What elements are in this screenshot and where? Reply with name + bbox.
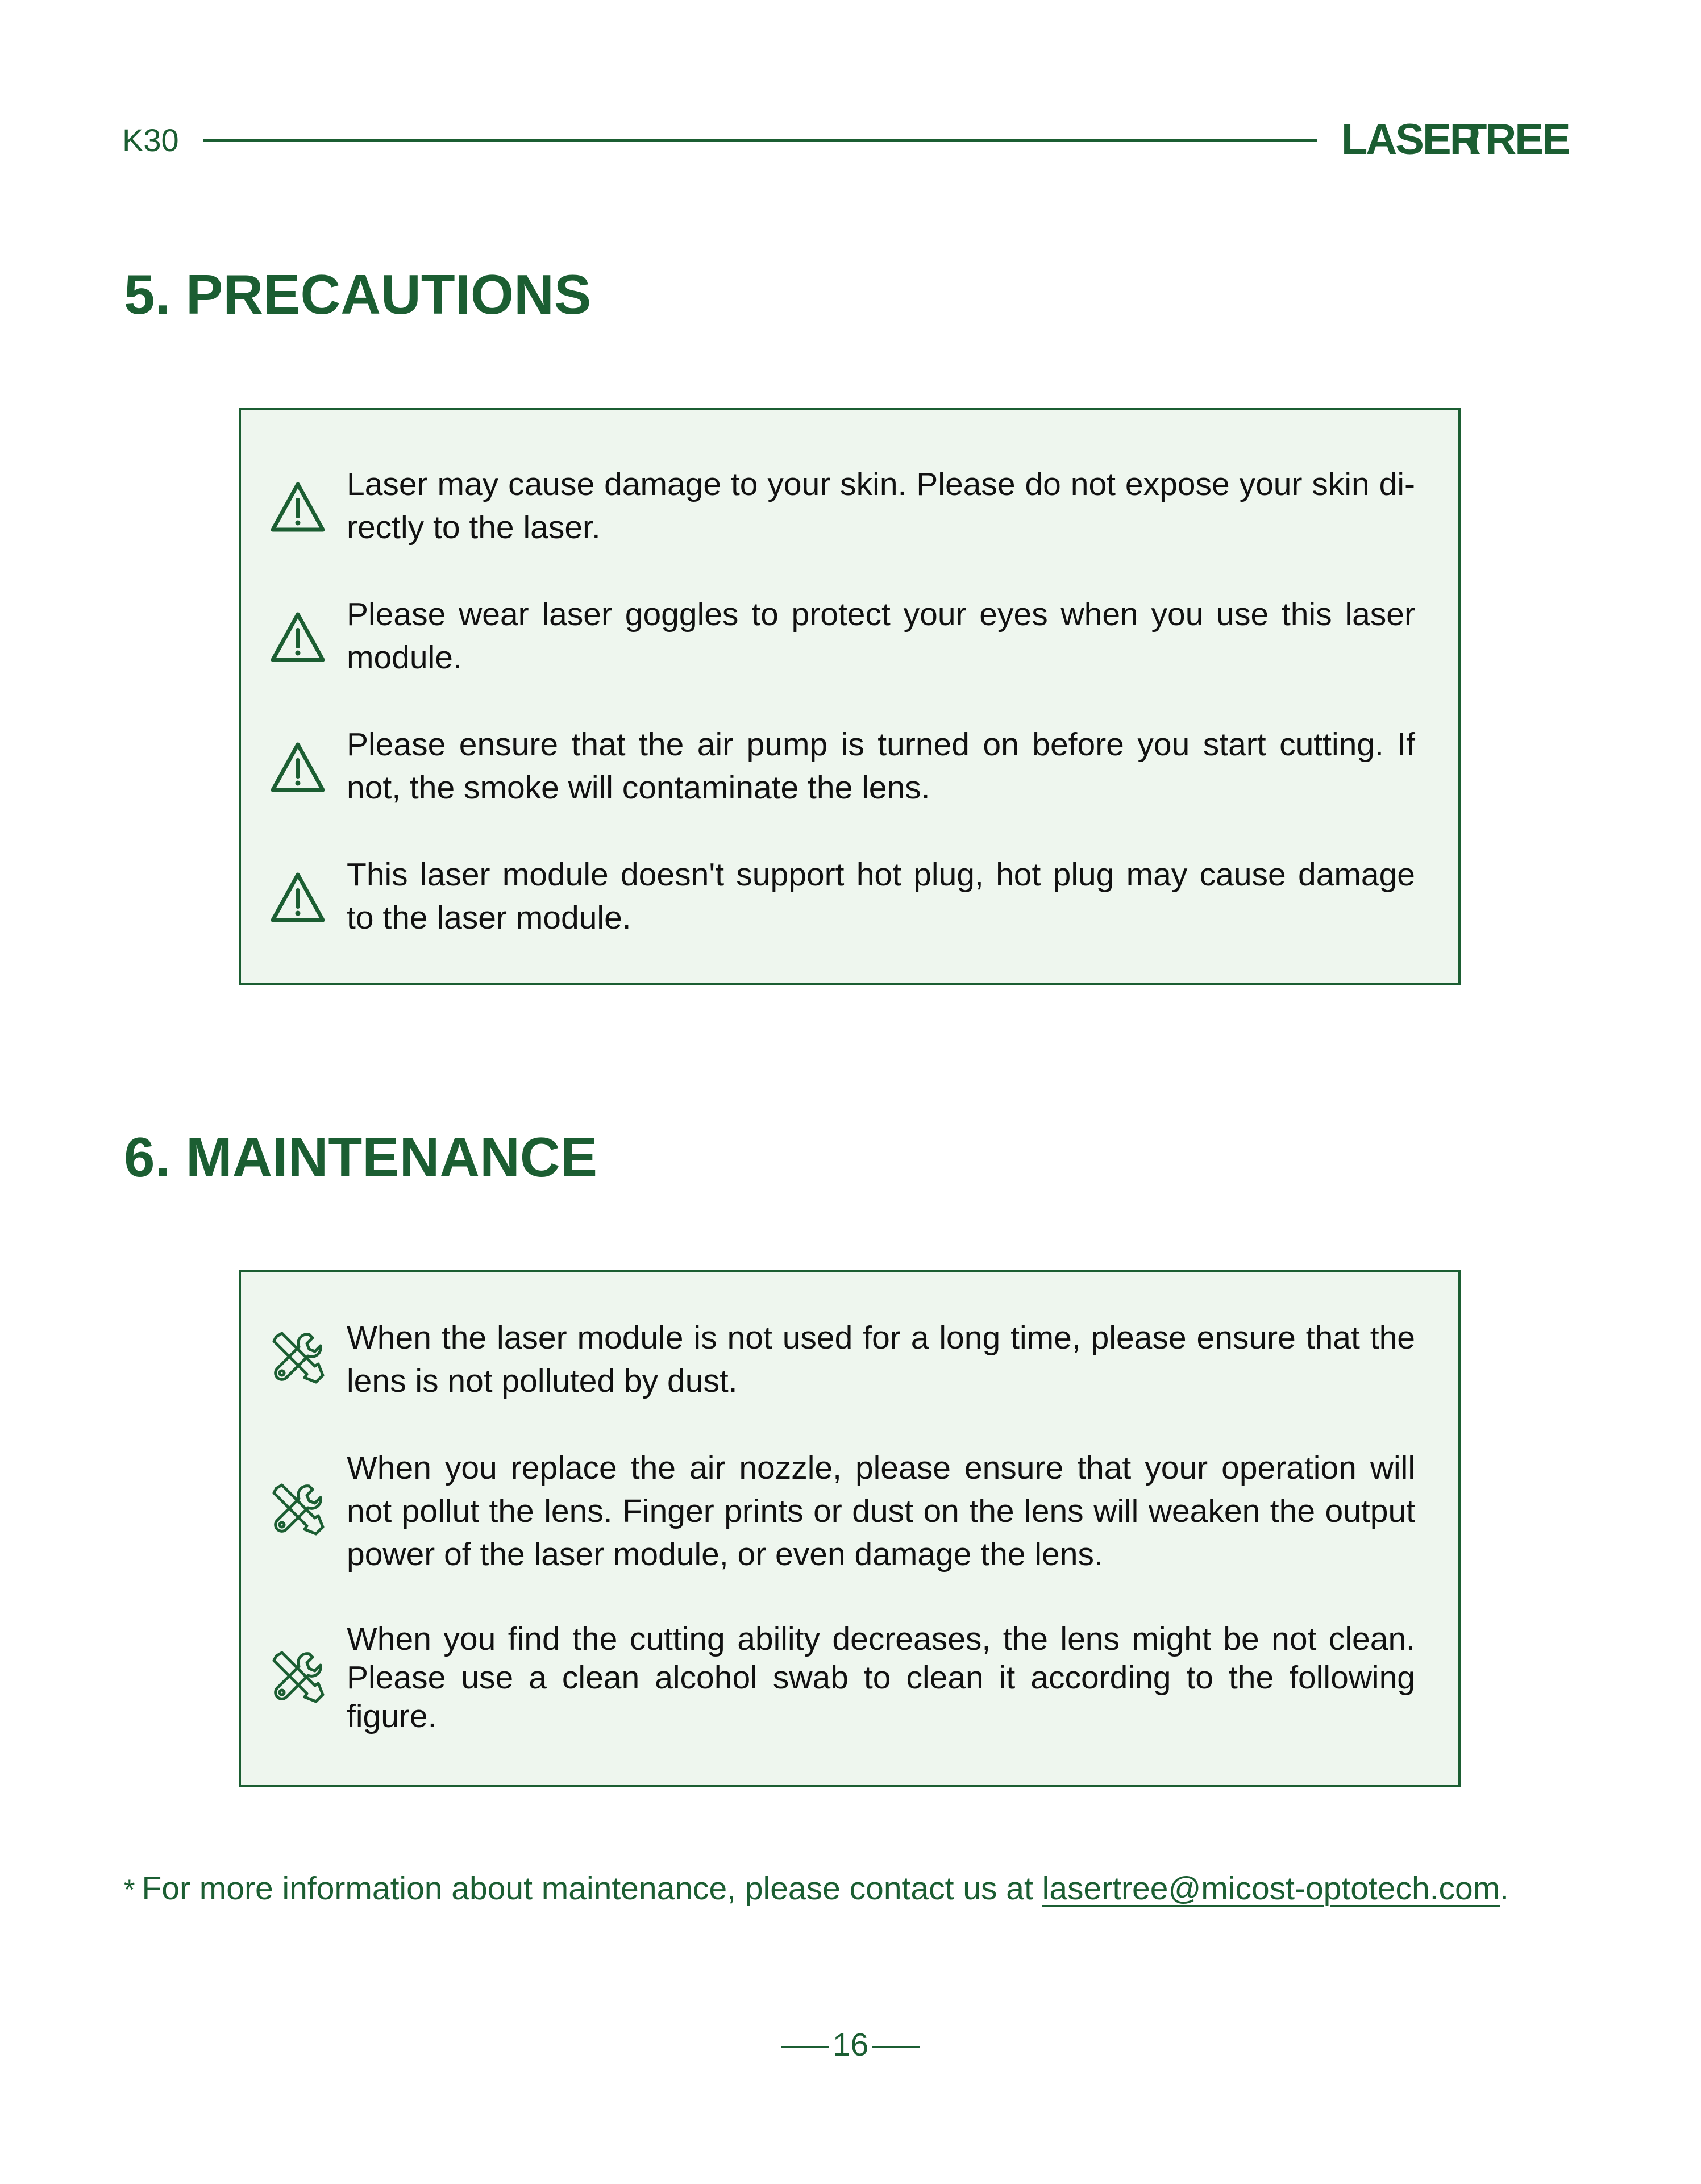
page-number-dash-right xyxy=(872,2046,920,2048)
footnote xyxy=(124,1870,1579,1907)
page-header xyxy=(122,115,1577,164)
precautions-title: 5. PRECAUTIONS xyxy=(124,263,592,326)
logo-text-tree: TREE xyxy=(1461,115,1569,164)
model-name: K30 xyxy=(122,122,179,158)
laser-tree-logo xyxy=(1341,113,1580,165)
footnote-period: . xyxy=(1500,1870,1509,1907)
warning-triangle-icon xyxy=(269,610,326,667)
logo-text-laser: LASER xyxy=(1341,115,1479,164)
precaution-text: Please ensure that the air pump is turned on before you start cutting. If not, the smoke will contaminate the lens. xyxy=(347,726,1415,806)
tools-icon xyxy=(269,1648,326,1705)
maintenance-text: When you replace the air nozzle, please ensure that your operation will not pollut the lens. Finger prints or dust on the lens will weaken the output power of the laser module, or even damage the lens. xyxy=(347,1450,1415,1573)
page-number-value: 16 xyxy=(832,2027,869,2063)
precaution-text: Laser may cause damage to your skin. Please do not expose your skin di-rectly to the laser. xyxy=(347,466,1415,546)
contact-email-link[interactable]: lasertree@micost-optotech.com xyxy=(1042,1870,1500,1907)
maintenance-text: When you find the cutting ability decreases, the lens might be not clean. Please use a clean alcohol swab to clean it according to the following figure. xyxy=(347,1621,1415,1734)
warning-triangle-icon xyxy=(269,870,326,927)
tools-icon xyxy=(269,1480,326,1537)
warning-triangle-icon xyxy=(269,480,326,536)
header-rule xyxy=(203,139,1317,142)
footnote-text: For more information about maintenance, please contact us at xyxy=(142,1870,1042,1907)
precaution-text: This laser module doesn't support hot plug, hot plug may cause damage to the laser module. xyxy=(347,856,1415,936)
tools-icon xyxy=(269,1329,326,1386)
precautions-box xyxy=(239,408,1461,985)
page-number-dash-left xyxy=(781,2046,829,2048)
page-number xyxy=(0,2026,1701,2064)
maintenance-text: When the laser module is not used for a long time, please ensure that the lens is not polluted by dust. xyxy=(347,1320,1415,1399)
warning-triangle-icon xyxy=(269,740,326,797)
precaution-text: Please wear laser goggles to protect your eyes when you use this laser module. xyxy=(347,596,1415,676)
footnote-star: * xyxy=(124,1874,135,1906)
maintenance-title: 6. MAINTENANCE xyxy=(124,1126,598,1188)
maintenance-box xyxy=(239,1270,1461,1787)
